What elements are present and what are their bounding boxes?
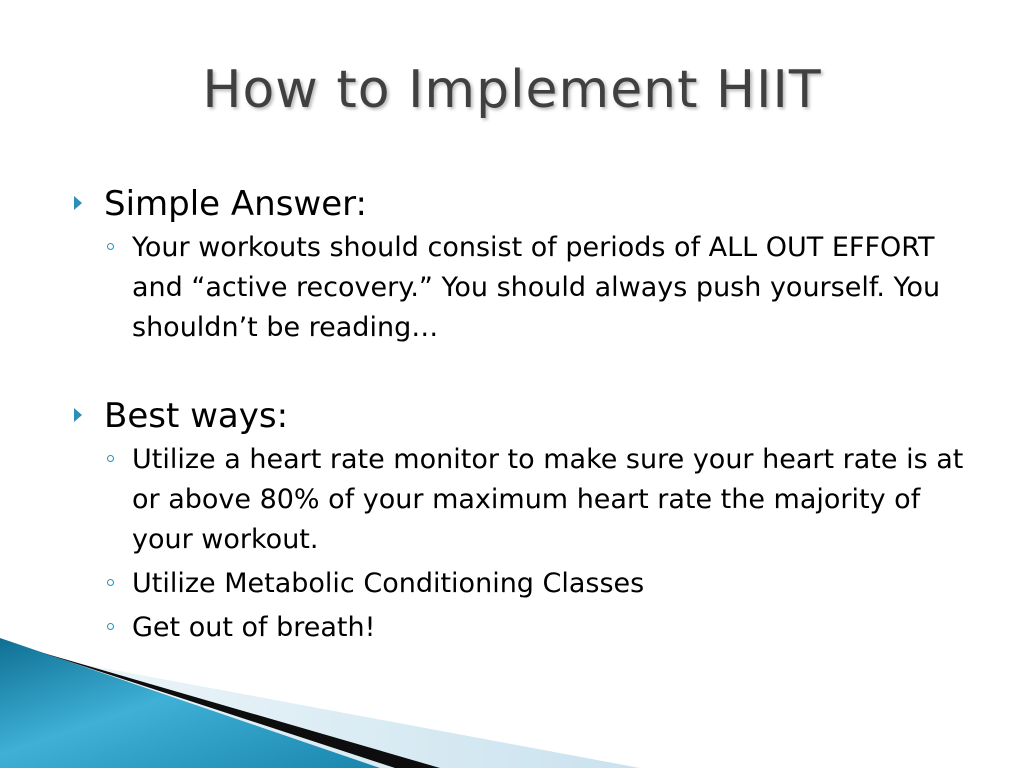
slide-title: How to Implement HIIT bbox=[202, 60, 822, 120]
bullet-heading-text: Best ways: bbox=[104, 396, 289, 436]
slide-content bbox=[74, 182, 974, 652]
sub-bullet-text: Utilize Metabolic Conditioning Classes bbox=[132, 568, 645, 599]
sub-bullet-item bbox=[104, 228, 974, 348]
triangle-bullet-icon bbox=[74, 408, 82, 422]
circle-bullet-icon bbox=[107, 455, 114, 462]
circle-bullet-icon bbox=[107, 579, 114, 586]
sub-bullet-item bbox=[104, 440, 974, 560]
circle-bullet-icon bbox=[107, 623, 114, 630]
triangle-bullet-icon bbox=[74, 196, 82, 210]
sub-bullet-text: Utilize a heart rate monitor to make sure your heart rate is at or above 80% of your maximum heart rate the majority of your workout. bbox=[132, 444, 964, 555]
section-simple-answer bbox=[74, 182, 974, 348]
decorative-wave-graphic bbox=[0, 638, 1024, 768]
sub-bullet-item bbox=[104, 564, 974, 604]
bullet-heading bbox=[74, 394, 974, 438]
section-best-ways bbox=[74, 394, 974, 648]
sub-bullet-text: Your workouts should consist of periods of ALL OUT EFFORT and “active recovery.” You should always push yourself. You shouldn’t be reading… bbox=[132, 232, 941, 343]
sub-bullet-list bbox=[74, 228, 974, 348]
sub-bullet-text: Get out of breath! bbox=[132, 612, 376, 643]
circle-bullet-icon bbox=[107, 243, 114, 250]
bullet-heading bbox=[74, 182, 974, 226]
sub-bullet-list bbox=[74, 440, 974, 648]
bullet-heading-text: Simple Answer: bbox=[104, 184, 367, 224]
